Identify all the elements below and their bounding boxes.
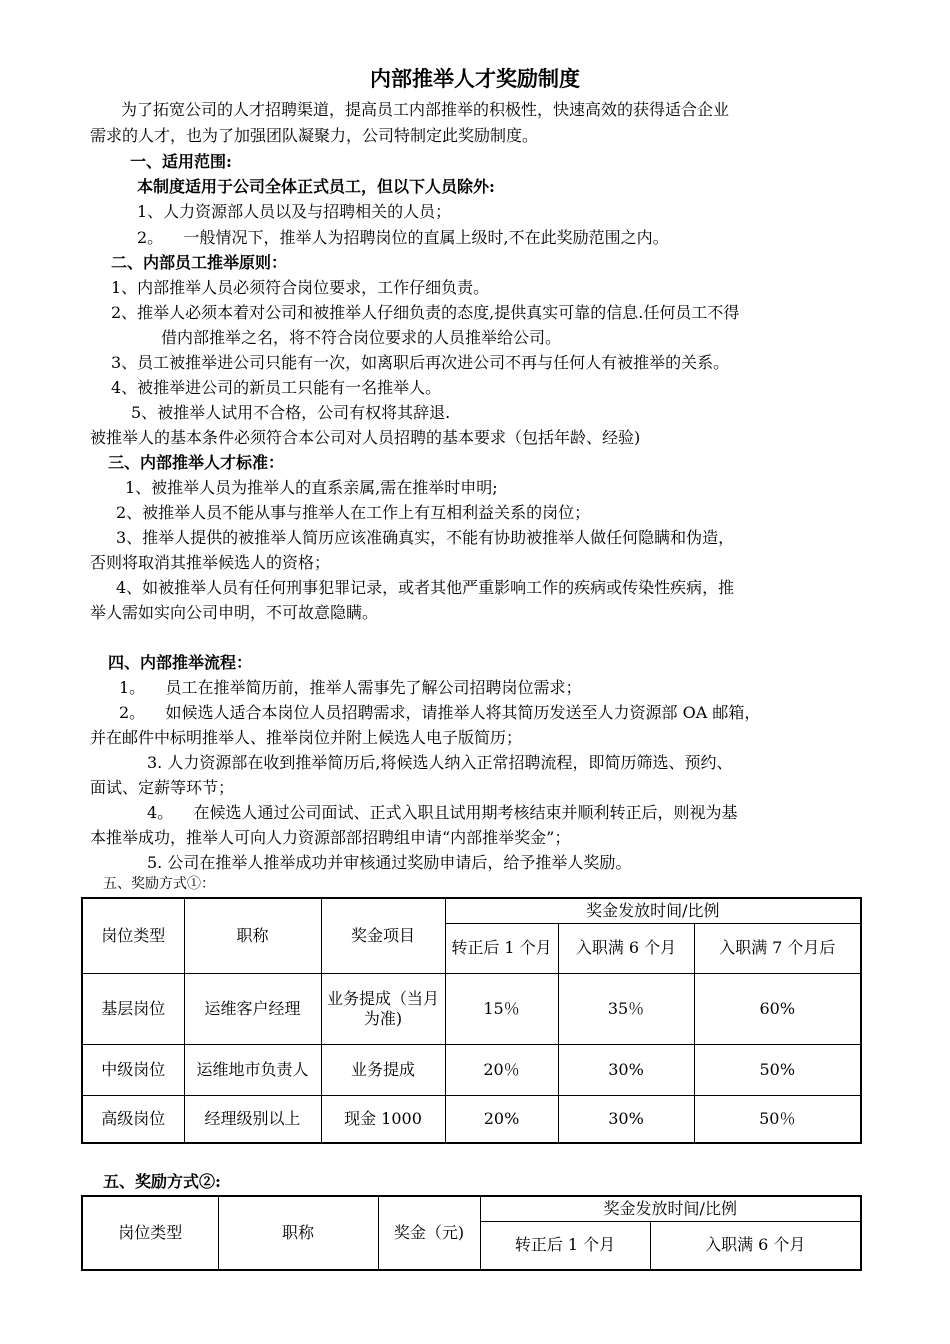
t1-header-bonus-item: 奖金项目 bbox=[321, 898, 445, 973]
section4-item-3: 3. 人力资源部在收到推举简历后,将候选人纳入正常招聘流程，即简历筛选、预约、 bbox=[147, 753, 733, 772]
section2-item-4: 4、被推举进公司的新员工只能有一名推举人。 bbox=[111, 378, 442, 397]
t1-cell: 20％ bbox=[445, 1044, 558, 1095]
section3-heading: 三、内部推举人才标准： bbox=[108, 453, 285, 472]
section1-heading: 一、适用范围: bbox=[130, 152, 232, 171]
table1-caption: 五、奖励方式①： bbox=[103, 876, 215, 892]
t1-cell: 业务提成 bbox=[321, 1044, 445, 1095]
t1-cell: 中级岗位 bbox=[82, 1044, 184, 1095]
t1-header-sub-3: 入职满 7 个月后 bbox=[694, 923, 861, 973]
page-title: 内部推举人才奖励制度 bbox=[370, 67, 580, 91]
t2-header-bonus: 奖金（元) bbox=[378, 1196, 480, 1270]
t1-cell: 运维地市负责人 bbox=[184, 1044, 321, 1095]
section1-item-1: 1、人力资源部人员以及与招聘相关的人员； bbox=[137, 202, 452, 221]
t1-cell: 50％ bbox=[694, 1095, 861, 1143]
t2-header-group: 奖金发放时间/比例 bbox=[480, 1196, 861, 1221]
t1-cell: 业务提成（当月为准) bbox=[321, 973, 445, 1044]
section4-item-2: 2。 如候选人适合本岗位人员招聘需求，请推举人将其简历发送至人力资源部 OA 邮箱， bbox=[119, 703, 761, 722]
section2-item-5: 5、被推举人试用不合格，公司有权将其辞退. bbox=[131, 403, 451, 422]
t1-cell: 60% bbox=[694, 973, 861, 1044]
section2-heading: 二、内部员工推举原则： bbox=[111, 253, 288, 272]
section2-item-1: 1、内部推举人员必须符合岗位要求，工作仔细负责。 bbox=[111, 278, 490, 297]
t1-cell: 35％ bbox=[558, 973, 694, 1044]
t1-cell: 现金 1000 bbox=[321, 1095, 445, 1143]
section2-note: 被推举人的基本条件必须符合本公司对人员招聘的基本要求（包括年龄、经验) bbox=[90, 428, 641, 447]
t2-header-title: 职称 bbox=[218, 1196, 378, 1270]
reward-table-2 bbox=[81, 1195, 862, 1271]
table2-caption: 五、奖励方式②: bbox=[103, 1172, 221, 1191]
section2-item-2-cont: 借内部推举之名，将不符合岗位要求的人员推举给公司。 bbox=[161, 328, 562, 347]
t1-header-title: 职称 bbox=[184, 898, 321, 973]
t1-header-sub-2: 入职满 6 个月 bbox=[558, 923, 694, 973]
t2-header-sub-1: 转正后 1 个月 bbox=[480, 1221, 650, 1270]
t1-header-sub-1: 转正后 1 个月 bbox=[445, 923, 558, 973]
t1-cell: 经理级别以上 bbox=[184, 1095, 321, 1143]
t1-cell: 高级岗位 bbox=[82, 1095, 184, 1143]
t1-cell: 运维客户经理 bbox=[184, 973, 321, 1044]
section3-item-1: 1、被推举人员为推举人的直系亲属,需在推举时申明; bbox=[125, 478, 498, 497]
t1-cell: 30% bbox=[558, 1044, 694, 1095]
section1-sub: 本制度适用于公司全体正式员工，但以下人员除外: bbox=[137, 177, 495, 196]
t1-header-post-type: 岗位类型 bbox=[82, 898, 184, 973]
t1-cell: 20% bbox=[445, 1095, 558, 1143]
section1-item-2: 2。 一般情况下，推举人为招聘岗位的直属上级时,不在此奖励范围之内。 bbox=[137, 228, 669, 247]
section3-item-3: 3、推举人提供的被推举人简历应该准确真实，不能有协助被推举人做任何隐瞒和伪造， bbox=[116, 528, 735, 547]
t2-header-post-type: 岗位类型 bbox=[82, 1196, 218, 1270]
intro-line-2: 需求的人才，也为了加强团队凝聚力，公司特制定此奖励制度。 bbox=[90, 126, 539, 145]
section4-item-1: 1。 员工在推举简历前，推举人需事先了解公司招聘岗位需求； bbox=[119, 678, 582, 697]
section4-item-4: 4。 在候选人通过公司面试、正式入职且试用期考核结束并顺利转正后，则视为基 bbox=[147, 803, 738, 822]
section4-heading: 四、内部推举流程： bbox=[108, 653, 253, 672]
t1-cell: 50% bbox=[694, 1044, 861, 1095]
t1-cell: 30% bbox=[558, 1095, 694, 1143]
section4-item-2-cont: 并在邮件中标明推举人、推举岗位并附上候选人电子版简历； bbox=[90, 728, 523, 747]
section3-item-2: 2、被推举人员不能从事与推举人在工作上有互相利益关系的岗位； bbox=[116, 503, 591, 522]
t1-cell: 基层岗位 bbox=[82, 973, 184, 1044]
section4-item-4-cont: 本推举成功，推举人可向人力资源部部招聘组申请“内部推举奖金”； bbox=[90, 828, 571, 847]
section4-item-5: 5. 公司在推举人推举成功并审核通过奖励申请后，给予推举人奖励。 bbox=[147, 853, 632, 872]
t1-cell: 15％ bbox=[445, 973, 558, 1044]
t1-header-group: 奖金发放时间/比例 bbox=[445, 898, 861, 923]
t2-header-sub-2: 入职满 6 个月 bbox=[650, 1221, 861, 1270]
section3-item-4-cont: 举人需如实向公司申明，不可故意隐瞒。 bbox=[90, 603, 379, 622]
section3-item-3-cont: 否则将取消其推举候选人的资格； bbox=[90, 553, 331, 572]
section2-item-2: 2、推举人必须本着对公司和被推举人仔细负责的态度,提供真实可靠的信息.任何员工不得 bbox=[111, 303, 740, 322]
section3-item-4: 4、如被推举人员有任何刑事犯罪记录，或者其他严重影响工作的疾病或传染性疾病，推 bbox=[116, 578, 735, 597]
section4-item-3-cont: 面试、定薪等环节； bbox=[90, 778, 235, 797]
section2-item-3: 3、员工被推举进公司只能有一次，如离职后再次进公司不再与任何人有被推举的关系。 bbox=[111, 353, 730, 372]
reward-table-1 bbox=[81, 897, 862, 1144]
intro-line-1: 为了拓宽公司的人才招聘渠道，提高员工内部推举的积极性，快速高效的获得适合企业 bbox=[121, 100, 730, 119]
